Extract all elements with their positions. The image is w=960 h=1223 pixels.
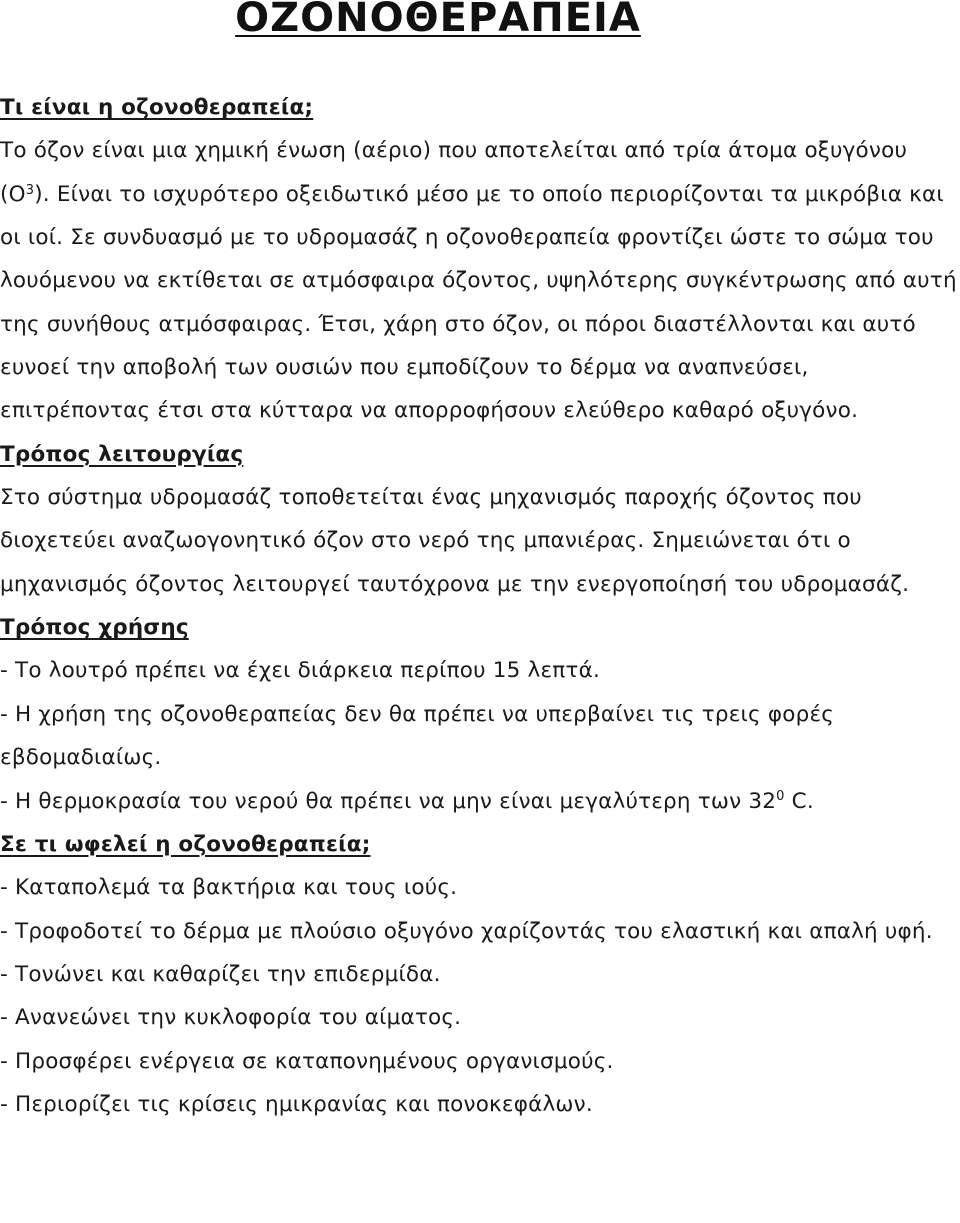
temperature-text-part1: - Η θερμοκρασία του νερού θα πρέπει να μην είναι μεγαλύτερη των 32	[0, 788, 777, 814]
document-body	[0, 86, 960, 1126]
benefit-item: - Ανανεώνει την κυκλοφορία του αίματος.	[0, 1005, 462, 1031]
benefit-item: - Καταπολεμά τα βακτήρια και τους ιούς.	[0, 875, 458, 901]
degree-superscript: 0	[776, 788, 785, 804]
section-heading-operation: Τρόπος λειτουργίας	[0, 441, 244, 467]
page-title: ΟΖΟΝΟΘΕΡΑΠΕΙΑ	[235, 0, 641, 41]
ozone-subscript: 3	[25, 182, 35, 198]
what-is-text-part1: Το όζον είναι μια χημική ένωση (αέριο) που αποτελείται από τρία άτομα οξυγόνου (Ο	[0, 138, 908, 207]
usage-item-temperature	[0, 780, 960, 823]
section-heading-benefits: Σε τι ωφελεί η οζονοθεραπεία;	[0, 831, 371, 857]
usage-item-duration: - Το λουτρό πρέπει να έχει διάρκεια περίπου 15 λεπτά.	[0, 658, 601, 684]
benefit-item: - Τροφοδοτεί το δέρμα με πλούσιο οξυγόνο χαρίζοντάς του ελαστική και απαλή υφή.	[0, 918, 933, 944]
benefit-item: - Τονώνει και καθαρίζει την επιδερμίδα.	[0, 961, 441, 987]
section-text-operation: Στο σύστημα υδρομασάζ τοποθετείται ένας μηχανισμός παροχής όζοντος που διοχετεύει αναζωογονητικό όζον στο νερό της μπανιέρας. Σημειώνεται ότι ο μηχανισμός όζοντος λειτουργεί ταυτόχρονα με την ενεργοποίησή του υδρομασάζ.	[0, 485, 910, 597]
benefit-item: - Περιορίζει τις κρίσεις ημικρανίας και πονοκεφάλων.	[0, 1091, 593, 1117]
temperature-text-part2: C.	[784, 788, 814, 814]
usage-item-frequency: - Η χρήση της οζονοθεραπείας δεν θα πρέπει να υπερβαίνει τις τρεις φορές εβδομαδιαίως.	[0, 701, 835, 771]
section-text-what-is	[0, 129, 960, 432]
what-is-text-part2: ). Είναι το ισχυρότερο οξειδωτικό μέσο με το οποίο περιορίζονται τα μικρόβια και οι ιοί. Σε συνδυασμό με το υδρομασάζ η οζονοθεραπεία φροντίζει ώστε το σώμα του λουόμενου να εκτίθεται σε ατμόσφαιρα όζοντος, υψηλότερης συγκέντρωσης από αυτή της συνήθους ατμόσφαιρας. Έτσι, χάρη στο όζον, οι πόροι διαστέλλονται και αυτό ευνοεί την αποβολή των ουσιών που εμποδίζουν το δέρμα να αναπνεύσει, επιτρέποντας έτσι στα κύτταρα να απορροφήσουν ελεύθερο καθαρό οξυγόνο.	[0, 181, 957, 424]
section-heading-what-is: Τι είναι η οζονοθεραπεία;	[0, 95, 314, 120]
benefit-item: - Προσφέρει ενέργεια σε καταπονημένους οργανισμούς.	[0, 1048, 614, 1074]
section-heading-usage: Τρόπος χρήσης	[0, 615, 189, 641]
